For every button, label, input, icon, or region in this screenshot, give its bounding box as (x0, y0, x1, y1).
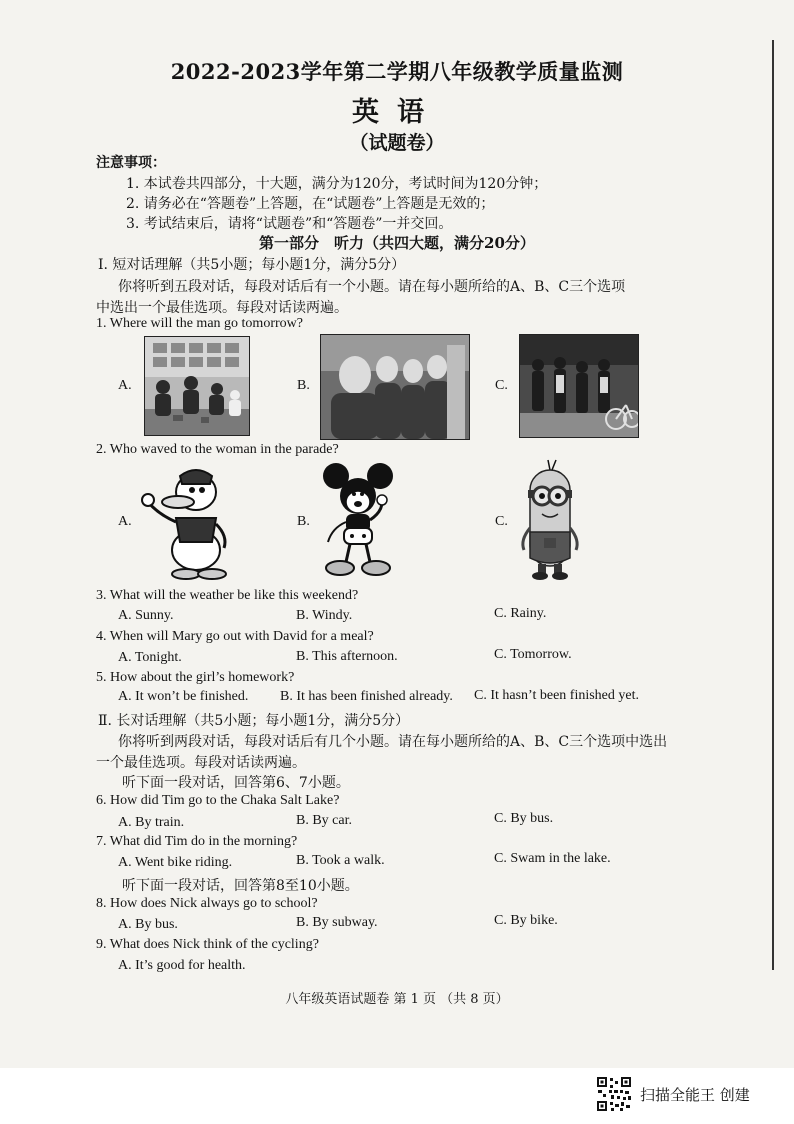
notice-item-3: 3. 考试结束后，请将“试题卷”和“答题卷”一并交回。 (126, 216, 453, 232)
q7-option-c: C. Swam in the lake. (494, 851, 611, 866)
question-8: 8. How does Nick always go to school? (96, 896, 318, 911)
q3-option-a: A. Sunny. (118, 608, 174, 623)
notice-heading: 注意事项： (96, 155, 166, 171)
section1-instruction-line2: 中选出一个最佳选项。每段对话读两遍。 (96, 300, 348, 316)
q4-option-c: C. Tomorrow. (494, 647, 572, 662)
notice-item-1: 1. 本试卷共四部分，十大题，满分为120分，考试时间为120分钟； (126, 176, 548, 192)
q7-option-a: A. Went bike riding. (118, 855, 233, 870)
question-1: 1. Where will the man go tomorrow? (96, 316, 303, 331)
q4-option-a: A. Tonight. (118, 650, 182, 665)
dialogue-lead-2: 听下面一段对话，回答第8至10小题。 (122, 878, 359, 894)
q1-option-b-label: B. (297, 378, 310, 393)
q2-option-b-label: B. (297, 514, 310, 529)
section1-title: Ⅰ. 短对话理解（共5小题；每小题1分，满分5分） (98, 257, 406, 273)
minion-image (518, 458, 582, 582)
q8-option-a: A. By bus. (118, 917, 178, 932)
q6-option-a: A. By train. (118, 815, 185, 830)
q1-option-a-label: A. (118, 378, 132, 393)
q2-option-c-label: C. (495, 514, 508, 529)
section2-instruction-line1: 你将听到两段对话，每段对话后有几个小题。请在每小题所给的A、B、C三个选项中选出 (118, 734, 668, 750)
mickey-mouse-image (318, 462, 400, 580)
question-9: 9. What does Nick think of the cycling? (96, 937, 319, 952)
question-6: 6. How did Tim go to the Chaka Salt Lake? (96, 793, 340, 808)
q5-option-b: B. It has been finished already. (280, 689, 453, 704)
q5-option-c: C. It hasn’t been finished yet. (474, 688, 639, 703)
scanner-watermark (596, 1074, 750, 1114)
dialogue-lead-1: 听下面一段对话，回答第6、7小题。 (122, 775, 350, 791)
subject-title: 英语 (352, 97, 442, 128)
q1-option-c-label: C. (495, 378, 508, 393)
notice-item-2: 2. 请务必在“答题卷”上答题，在“试题卷”上答题是无效的； (126, 196, 495, 212)
section2-title: Ⅱ. 长对话理解（共5小题；每小题1分，满分5分） (98, 713, 410, 729)
page-footer: 八年级英语试题卷 第 1 页 （共 8 页） (285, 992, 509, 1007)
question-5: 5. How about the girl’s homework? (96, 670, 295, 685)
photo-elderly-people (320, 334, 470, 440)
q4-option-b: B. This afternoon. (296, 649, 398, 664)
q7-option-b: B. Took a walk. (296, 853, 385, 868)
question-4: 4. When will Mary go out with David for a meal? (96, 629, 374, 644)
question-2: 2. Who waved to the woman in the parade? (96, 442, 339, 457)
q3-option-b: B. Windy. (296, 608, 353, 623)
q3-option-c: C. Rainy. (494, 606, 547, 621)
photo-children-playing (144, 336, 250, 436)
page-edge-line (772, 40, 774, 970)
qr-code-icon (596, 1076, 632, 1112)
part1-title: 第一部分 听力（共四大题，满分20分） (259, 234, 535, 252)
paper-type: （试题卷） (349, 132, 445, 154)
photo-group-with-bicycle (519, 334, 639, 438)
section1-instruction-line1: 你将听到五段对话，每段对话后有一个小题。请在每小题所给的A、B、C三个选项 (118, 279, 626, 295)
question-7: 7. What did Tim do in the morning? (96, 834, 298, 849)
q8-option-b: B. By subway. (296, 915, 378, 930)
q9-option-a: A. It’s good for health. (118, 958, 246, 973)
scanner-label: 扫描全能王 创建 (640, 1085, 750, 1104)
q6-option-c: C. By bus. (494, 811, 554, 826)
q5-option-a: A. It won’t be finished. (118, 689, 249, 704)
q2-option-a-label: A. (118, 514, 132, 529)
question-3: 3. What will the weather be like this weekend? (96, 588, 359, 603)
q8-option-c: C. By bike. (494, 913, 558, 928)
donald-duck-image (140, 462, 240, 580)
section2-instruction-line2: 一个最佳选项。每段对话读两遍。 (96, 755, 306, 771)
exam-title: 2022-2023学年第二学期八年级教学质量监测 (170, 59, 624, 84)
q6-option-b: B. By car. (296, 813, 352, 828)
